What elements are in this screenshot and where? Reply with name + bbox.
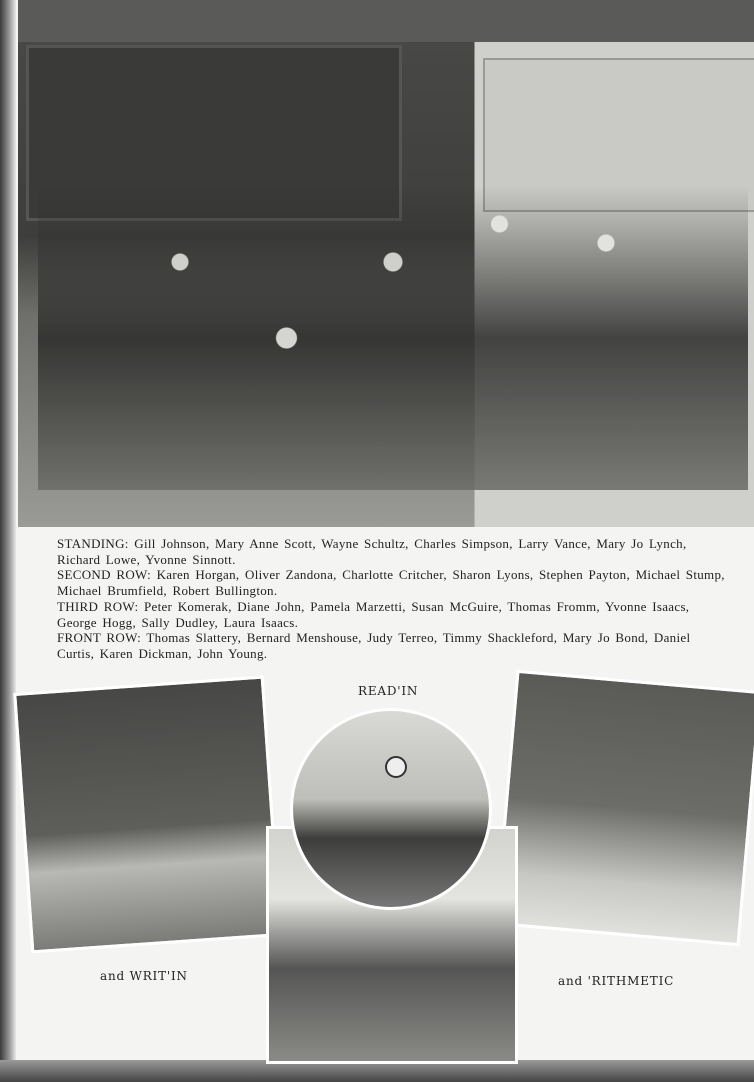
caption-front-row: FRONT ROW: Thomas Slattery, Bernard Menshouse, Judy Terreo, Timmy Shackleford, Mary Jo Bond, Daniel Curtis, Karen Dickman, John Young. [57,630,691,661]
reading-circle-photo [290,708,492,910]
page-binding-edge [0,0,16,1082]
label-arithmetic: and 'RITHMETIC [558,974,675,988]
writing-photo [13,676,282,954]
caption-second-row: SECOND ROW: Karen Horgan, Oliver Zandona, Charlotte Critcher, Sharon Lyons, Stephen Payton, Michael Stump, Michael Brumfield, Robert Bullington. [57,567,725,599]
caption-third-row: THIRD ROW: Peter Komerak, Diane John, Pamela Marzetti, Susan McGuire, Thomas Fromm, Yvonne Isaacs, George Hogg, Sally Dudley, Laura Isaacs. [57,598,690,630]
photo-caption [57,536,729,662]
students-at-desks [38,110,748,490]
arithmetic-photo [494,670,754,946]
class-group-photo [18,0,754,527]
label-reading: READ'IN [358,684,419,698]
label-writing: and WRIT'IN [100,969,188,983]
clock-icon [385,756,407,778]
caption-standing: STANDING: Gill Johnson, Mary Anne Scott, Wayne Schultz, Charles Simpson, Larry Vance, Mary Jo Lynch, Richard Lowe, Yvonne Sinnott. [57,536,687,567]
